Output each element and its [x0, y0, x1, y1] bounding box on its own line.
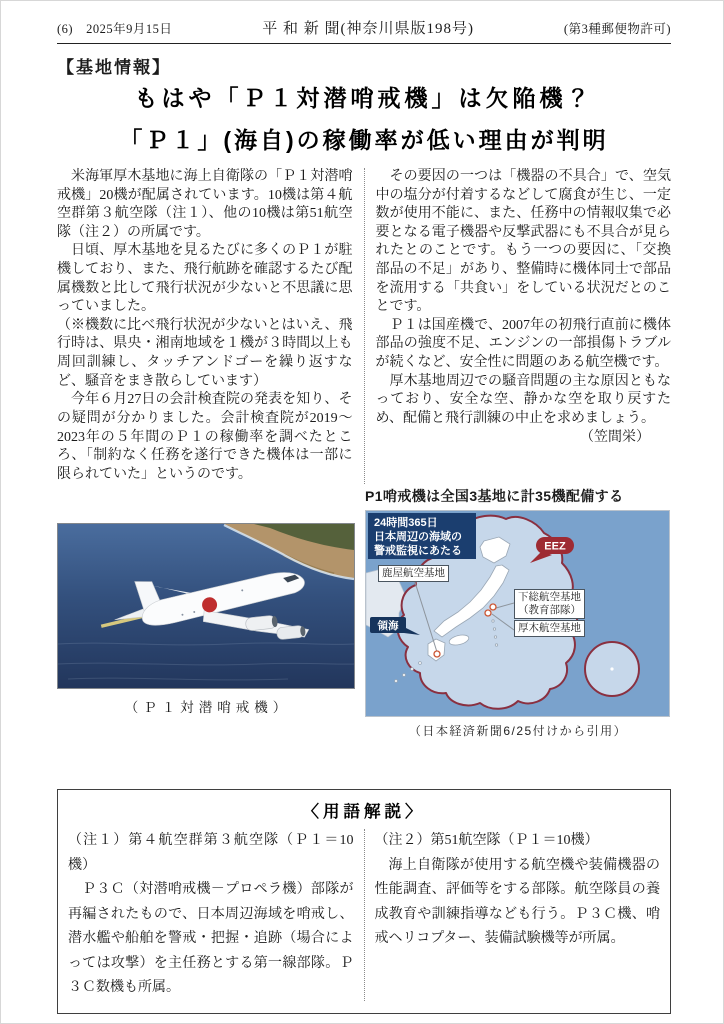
map-caption: （日本経済新聞6/25付けから引用）: [408, 724, 628, 739]
p1-aircraft-photo: [57, 523, 355, 689]
glossary-title: 〈用語解説〉: [302, 803, 426, 822]
paragraph: 今年６月27日の会計検査院の発表を知り、その疑問が分かりました。会計検査院が2019～2023年の５年間のＰ１の稼働率を調べたところ、「制約なく任務を遂行できた機体は一部に限られていた」というのです。: [57, 392, 353, 482]
postal-permit: (第3種郵便物許可): [563, 22, 671, 36]
svg-text:24時間365日: 24時間365日: [374, 517, 438, 530]
label-atsugi-base: 厚木航空基地: [514, 620, 585, 637]
masthead: [57, 17, 671, 38]
paragraph: 米海軍厚木基地に海上自衛隊の「Ｐ１対潜哨戒機」20機が配属されています。10機は第４航空群第３航空隊（注１）、他の10機は第51航空隊（注２）の所属です。: [57, 169, 353, 240]
glossary-note1: [68, 829, 364, 1001]
map-info-box: [368, 513, 476, 559]
label-shimofusa-base: 下総航空基地 （教育部隊）: [514, 589, 585, 618]
paragraph: その要因の一つは「機器の不具合」で、空気中の塩分が付着するなどして腐食が生じ、一定数が使用不能に、また、任務中の情報収集で必要となる電子機器や反撃武器にも不具合が見られたとのことです。もう一つの要因に、「交換部品の不足」があり、整備時に機体同士で部品を流用する「共食い」をしている状況だとのことです。: [375, 169, 671, 315]
japan-bases-map: [365, 510, 670, 717]
svg-text:領海: 領海: [377, 620, 399, 633]
headline-line1: もはや「Ｐ１対潜哨戒機」は欠陥機？: [134, 85, 594, 111]
label-kanoya-base: 鹿屋航空基地: [378, 565, 449, 582]
map-block: [365, 486, 671, 739]
svg-text:日本周辺の海域の: 日本周辺の海域の: [374, 531, 462, 544]
article-column-right: [364, 168, 672, 484]
p1-aircraft-illustration: [58, 524, 354, 688]
glossary-box: [57, 789, 671, 1014]
paragraph: Ｐ１は国産機で、2007年の初飛行直前に機体部品の強度不足、エンジンの一部損傷トラブルが続くなど、安全性に問題のある航空機です。: [375, 317, 671, 371]
note2-heading: （注２）第51航空隊（Ｐ１＝10機）: [374, 833, 599, 849]
note2-body: 海上自衛隊が使用する航空機や装備機器の性能調査、評価等をする部隊。航空隊員の養成教育や訓練指導なども行う。Ｐ３Ｃ機、哨戒ヘリコプター、装備試験機等が所属。: [374, 857, 660, 947]
svg-text:警戒監視にあたる: 警戒監視にあたる: [374, 545, 462, 558]
article-column-left: [57, 168, 364, 484]
issue-date: (6) 2025年9月15日: [57, 22, 173, 36]
glossary-columns: [68, 829, 660, 1001]
note1-body: Ｐ３Ｃ（対潜哨戒機－プロペラ機）部隊が再編されたもので、日本周辺海域を哨戒し、潜水艦や船舶を警戒・把握・追跡（場合によっては攻撃）を主任務とする第一線部隊。Ｐ３Ｃ数機も所属。: [68, 882, 354, 996]
svg-text:EEZ: EEZ: [544, 540, 566, 553]
paragraph: 厚木基地周辺での騒音問題の主な原因ともなっており、安全な空、静かな空を取り戻すため、配備と飛行訓練の中止を求めましょう。: [375, 373, 671, 426]
masthead-divider: [57, 43, 671, 44]
map-title: P1哨戒機は全国3基地に計35機配備する: [365, 488, 624, 505]
photo-block: [57, 523, 359, 739]
glossary-note2: [364, 829, 661, 1001]
article-body: [57, 168, 671, 484]
paragraph-note: （※機数に比べ飛行状況が少ないとはいえ、飛行時は、県央・湘南地域を１機が３時間以上も周回訓練し、タッチアンドゴーを繰り返すなど、騒音をまき散らしています）: [57, 317, 353, 389]
byline: （笠間栄）: [580, 429, 650, 445]
headline-line2: 「Ｐ１」(海自)の稼働率が低い理由が判明: [119, 127, 609, 153]
note1-heading: （注１）第４航空群第３航空隊（Ｐ１＝10機）: [68, 833, 354, 873]
photo-caption: （Ｐ１対潜哨戒機）: [124, 700, 292, 716]
media-row: [57, 486, 671, 739]
paragraph: 日頃、厚木基地を見るたびに多くのＰ１が駐機しており、また、飛行航跡を確認するたび配属機数と比して飛行状況が少ないと不思議に思っていました。: [57, 243, 353, 315]
paper-title: 平 和 新 聞(神奈川県版198号): [262, 21, 474, 37]
headline: [57, 80, 671, 155]
section-label: 【基地情報】: [57, 58, 171, 77]
